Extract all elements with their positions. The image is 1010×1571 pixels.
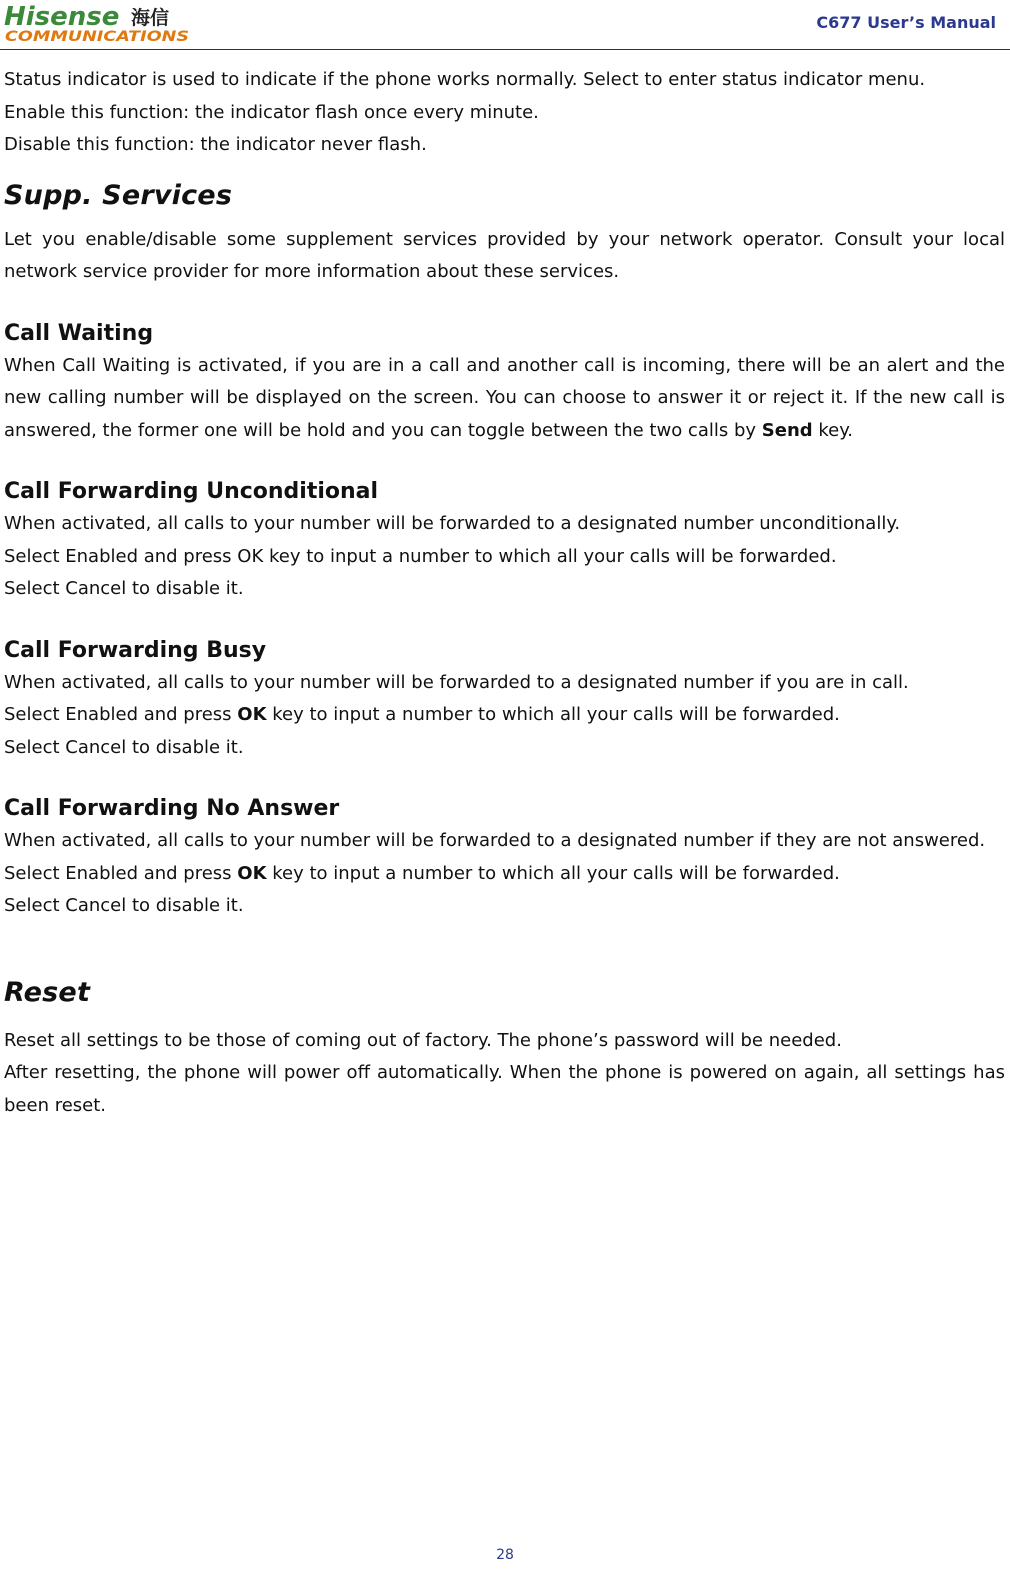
status-indicator-enable-text: Enable this function: the indicator flash once every minute. bbox=[4, 101, 539, 123]
call-waiting-section bbox=[4, 318, 1005, 448]
svg-text:COMMUNICATIONS: COMMUNICATIONS bbox=[5, 29, 189, 45]
reset-section bbox=[4, 975, 1005, 1123]
reset-after-text: After resetting, the phone will power off automatically. When the phone is powered on again, all settings has been reset. bbox=[4, 1062, 1005, 1116]
cfb-enable-text bbox=[4, 699, 1005, 732]
call-waiting-text bbox=[4, 350, 1005, 448]
cfb-enable-text-start: Select Enabled and press bbox=[4, 704, 238, 725]
status-indicator-description: Status indicator is used to indicate if the phone works normally. Select to enter status indicator menu. bbox=[4, 69, 926, 90]
call-forwarding-no-answer-heading: Call Forwarding No Answer bbox=[4, 796, 340, 821]
cfna-cancel-text: Select Cancel to disable it. bbox=[4, 895, 244, 916]
supp-services-heading: Supp. Services bbox=[4, 179, 233, 211]
page-number: 28 bbox=[496, 1547, 514, 1563]
reset-description: Reset all settings to be those of coming out of factory. The phone’s password will be needed. bbox=[4, 1029, 842, 1051]
call-waiting-heading: Call Waiting bbox=[4, 320, 154, 346]
call-forwarding-no-answer-section bbox=[4, 793, 1005, 923]
cfu-description: When activated, all calls to your number will be forwarded to a designated number unconditionally. bbox=[4, 513, 901, 534]
call-waiting-text-main: When Call Waiting is activated, if you are in a call and another call is incoming, there will be an alert and the new calling number will be displayed on the screen. You can choose to answer it or reject it. If the new call is answered, the former one will be hold and you can toggle between the two calls by bbox=[4, 354, 1005, 441]
cfna-enable-text-start: Select Enabled and press bbox=[4, 862, 238, 884]
ok-key-label: OK bbox=[237, 862, 267, 884]
ok-key-label: OK bbox=[237, 704, 267, 725]
call-waiting-text-end: key. bbox=[812, 419, 854, 441]
cfna-enable-text-end: key to input a number to which all your calls will be forwarded. bbox=[266, 862, 840, 884]
cfb-enable-text-end: key to input a number to which all your calls will be forwarded. bbox=[266, 704, 840, 725]
manual-title: C677 User’s Manual bbox=[816, 13, 996, 32]
reset-heading: Reset bbox=[4, 976, 91, 1008]
cfb-cancel-text: Select Cancel to disable it. bbox=[4, 736, 244, 758]
supp-services-intro: Let you enable/disable some supplement services provided by your network operator. Consult your local network service provider for more information about these services. bbox=[4, 228, 1005, 282]
call-forwarding-unconditional-section bbox=[4, 476, 1005, 606]
cfu-enable-text: Select Enabled and press OK key to input a number to which all your calls will be forwarded. bbox=[4, 545, 837, 567]
supp-services-section bbox=[4, 178, 1005, 289]
cfna-description: When activated, all calls to your number will be forwarded to a designated number if they are not answered. bbox=[4, 830, 986, 851]
svg-text:海信: 海信 bbox=[131, 7, 170, 29]
page-content bbox=[4, 64, 1005, 1122]
call-forwarding-unconditional-heading: Call Forwarding Unconditional bbox=[4, 479, 379, 504]
status-indicator-disable-text: Disable this function: the indicator never flash. bbox=[4, 134, 427, 155]
svg-text:Hisense: Hisense bbox=[4, 2, 120, 32]
cfb-description: When activated, all calls to your number will be forwarded to a designated number if you are in call. bbox=[4, 671, 909, 693]
page-header bbox=[0, 0, 1010, 50]
cfna-enable-text bbox=[4, 858, 1005, 891]
hisense-communications-logo bbox=[3, 0, 195, 46]
call-forwarding-busy-heading: Call Forwarding Busy bbox=[4, 637, 267, 663]
send-key-label: Send bbox=[761, 419, 813, 441]
call-forwarding-busy-section bbox=[4, 635, 1005, 765]
cfu-cancel-text: Select Cancel to disable it. bbox=[4, 578, 244, 599]
status-indicator-section bbox=[4, 64, 1005, 162]
